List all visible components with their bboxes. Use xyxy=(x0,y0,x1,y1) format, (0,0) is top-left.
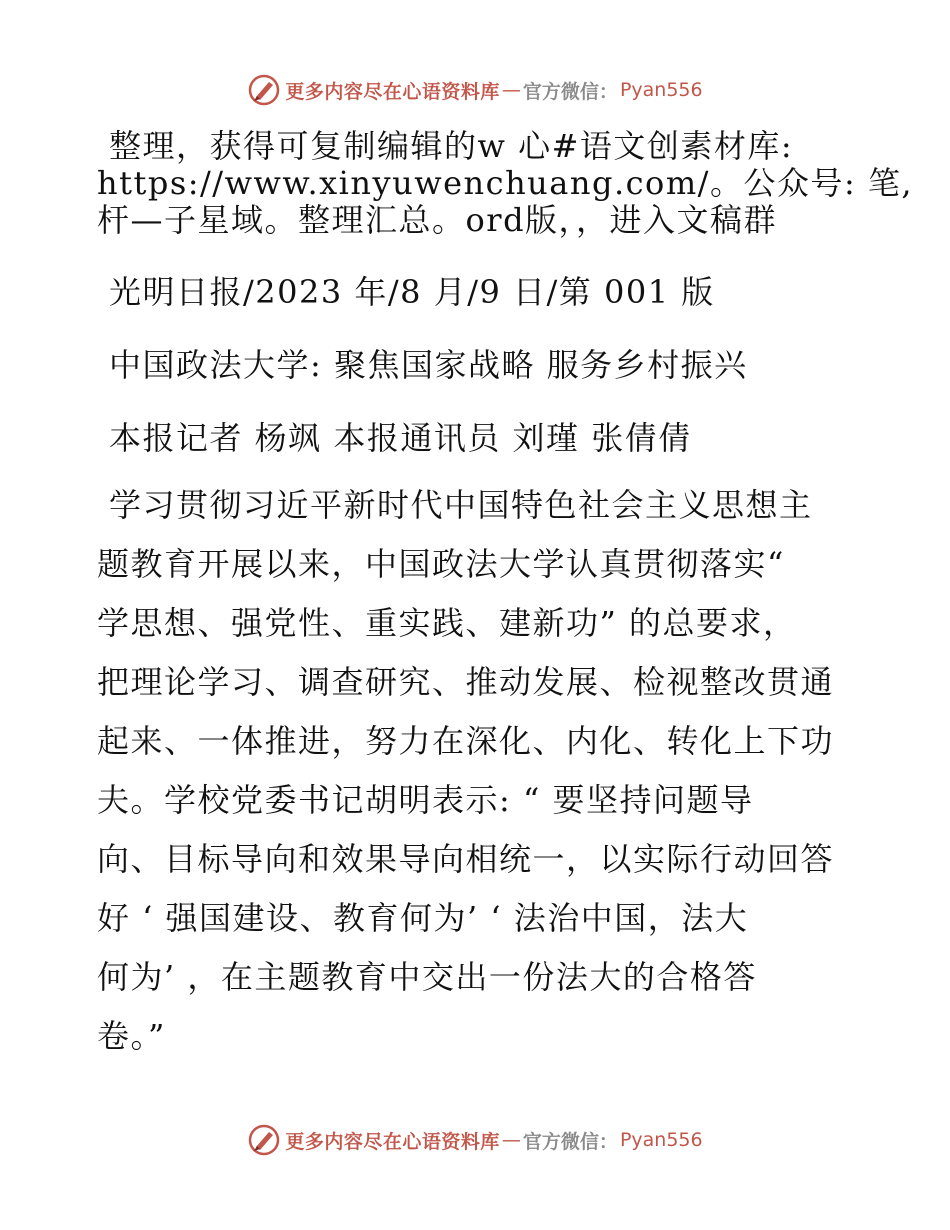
banner-official-label: 官方微信： xyxy=(522,80,618,103)
byline: 本报记者 杨飒 本报通讯员 刘瑾 张倩倩 xyxy=(109,419,692,457)
banner-dash: — xyxy=(501,1129,521,1151)
pen-logo-icon xyxy=(247,1123,281,1157)
banner-main-text: 更多内容尽在心语资料库 xyxy=(285,1130,500,1153)
source-line: 光明日报/2023 年/8 月/9 日/第 001 版 xyxy=(109,273,715,311)
body-line: 起来、一体推进，努力在深化、内化、转化上下功 xyxy=(97,722,835,760)
banner-main-text: 更多内容尽在心语资料库 xyxy=(285,80,500,103)
body-line: 卷。” xyxy=(97,1017,166,1055)
footer-banner xyxy=(0,1120,950,1160)
body-line: 题教育开展以来，中国政法大学认真贯彻落实“ xyxy=(97,545,785,583)
intro-line: https://www.xinyuwenchuang.com/。公众号: 笔, xyxy=(97,164,914,202)
body-line: 何为’ ，在主题教育中交出一份法大的合格答 xyxy=(97,958,757,996)
headline: 中国政法大学: 聚焦国家战略 服务乡村振兴 xyxy=(109,346,748,384)
banner-wechat-id: Pyan556 xyxy=(619,1129,703,1151)
body-line: 学习贯彻习近平新时代中国特色社会主义思想主 xyxy=(109,486,813,524)
banner-content xyxy=(247,1123,702,1157)
header-banner xyxy=(0,70,950,110)
body-line: 把理论学习、调查研究、推动发展、检视整改贯通 xyxy=(97,663,835,701)
pen-logo-icon xyxy=(247,73,281,107)
intro-line: 杆—子星域。整理汇总。ord版，，进入文稿群 xyxy=(97,201,778,239)
body-line: 向、目标导向和效果导向相统一，以实际行动回答 xyxy=(97,840,835,878)
document-body xyxy=(97,127,914,1066)
body-line: 夫。学校党委书记胡明表示: “ 要坚持问题导 xyxy=(97,781,754,819)
banner-wechat-id: Pyan556 xyxy=(619,79,703,101)
intro-line: 整理，获得可复制编辑的w 心#语文创素材库: xyxy=(109,127,794,165)
body-line: 好 ‘ 强国建设、教育何为’ ‘ 法治中国，法大 xyxy=(97,899,749,937)
banner-official-label: 官方微信： xyxy=(522,1130,618,1153)
banner-content xyxy=(247,73,702,107)
intro-block xyxy=(97,127,914,239)
body-line: 学思想、强党性、重实践、建新功” 的总要求， xyxy=(97,604,797,642)
body-paragraph xyxy=(97,476,857,1066)
banner-dash: — xyxy=(501,79,521,101)
